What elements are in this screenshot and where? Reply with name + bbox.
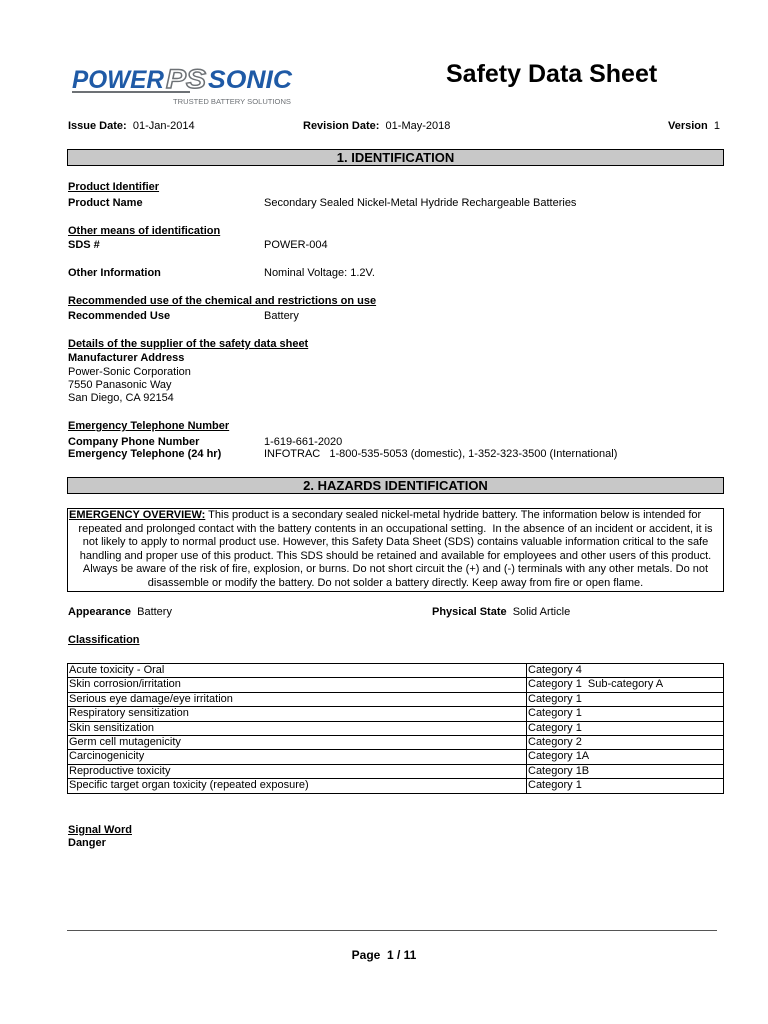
category-cell: Category 1 — [527, 692, 724, 706]
overview-line-1 — [69, 509, 722, 523]
category-cell: Category 1 Sub-category A — [527, 678, 724, 692]
power-sonic-logo — [70, 62, 295, 108]
overview-line-5: Always be aware of the risk of fire, explosion, or burns. Do not short circuit the (+) and (-) terminals with any other metals. Do not — [82, 563, 709, 576]
hazard-cell: Reproductive toxicity — [68, 764, 527, 778]
recommended-use-heading: Recommended use of the chemical and restrictions on use — [68, 295, 377, 307]
section-2-heading: 2. HAZARDS IDENTIFICATION — [67, 477, 724, 494]
hazard-cell: Skin sensitization — [68, 721, 527, 735]
emergency-overview-box — [67, 508, 724, 592]
table-row — [68, 735, 724, 749]
hazard-cell: Serious eye damage/eye irritation — [68, 692, 527, 706]
address-line-2: 7550 Panasonic Way — [68, 379, 172, 391]
overview-line-1-text: This product is a secondary sealed nickel-metal hydride battery. The information below is intended for — [205, 509, 702, 521]
hazard-cell: Respiratory sensitization — [68, 707, 527, 721]
table-row — [68, 779, 724, 793]
product-name-value: Secondary Sealed Nickel-Metal Hydride Rechargeable Batteries — [264, 197, 577, 209]
hazard-cell: Skin corrosion/irritation — [68, 678, 527, 692]
table-row — [68, 707, 724, 721]
emergency-phone-label: Emergency Telephone (24 hr) — [68, 448, 222, 460]
table-row — [68, 664, 724, 678]
table-row — [68, 678, 724, 692]
table-row — [68, 721, 724, 735]
emergency-phone-heading: Emergency Telephone Number — [68, 420, 230, 432]
recommended-use-value: Battery — [264, 310, 299, 322]
logo-brand-right: SONIC — [208, 66, 293, 94]
physical-state — [432, 606, 570, 618]
logo-brand-left: POWER — [72, 66, 164, 94]
hazard-cell: Carcinogenicity — [68, 750, 527, 764]
revision-date — [303, 120, 450, 132]
other-info-label: Other Information — [68, 267, 161, 279]
version-label: Version — [668, 120, 708, 132]
sds-number-value: POWER-004 — [264, 239, 328, 251]
manufacturer-address-label: Manufacturer Address — [68, 352, 185, 364]
category-cell: Category 4 — [527, 664, 724, 678]
company-phone-label: Company Phone Number — [68, 436, 200, 448]
supplier-details-heading: Details of the supplier of the safety data sheet — [68, 338, 309, 350]
issue-date — [68, 120, 195, 132]
footer-divider — [67, 930, 717, 931]
category-cell: Category 1B — [527, 764, 724, 778]
category-cell: Category 1 — [527, 707, 724, 721]
appearance-label: Appearance — [68, 606, 131, 618]
product-identifier-heading: Product Identifier — [68, 181, 160, 193]
revision-date-label: Revision Date: — [303, 120, 380, 132]
signal-word-value: Danger — [68, 837, 106, 849]
page-number: Page 1 / 11 — [351, 948, 417, 962]
overview-line-3: not likely to apply to normal product use. However, this Safety Data Sheet (SDS) contains valuable information critical to the safe — [82, 536, 709, 549]
appearance — [68, 606, 172, 618]
table-row — [68, 750, 724, 764]
category-cell: Category 1A — [527, 750, 724, 764]
sds-number-label: SDS # — [68, 239, 100, 251]
table-row — [68, 764, 724, 778]
category-cell: Category 2 — [527, 735, 724, 749]
address-line-1: Power-Sonic Corporation — [68, 366, 191, 378]
overview-line-2: repeated and prolonged contact with the battery contents in an occupational setting. In the absence of an incident or accident, it is — [78, 522, 713, 535]
table-row — [68, 692, 724, 706]
issue-date-value: 01-Jan-2014 — [132, 120, 195, 132]
version-value: 1 — [713, 120, 720, 132]
classification-table — [67, 663, 724, 794]
logo-brand-mid: PS — [166, 64, 206, 94]
issue-date-label: Issue Date: — [68, 120, 127, 132]
other-means-heading: Other means of identification — [68, 225, 221, 237]
emergency-phone-value: INFOTRAC 1-800-535-5053 (domestic), 1-352-323-3500 (International) — [264, 448, 618, 460]
address-line-3: San Diego, CA 92154 — [68, 392, 174, 404]
overview-label: EMERGENCY OVERVIEW: — [69, 509, 206, 521]
overview-line-4: handling and proper use of this product. This SDS should be retained and available for employees and other users of this product. — [79, 549, 712, 562]
company-phone-value: 1-619-661-2020 — [264, 436, 343, 448]
overview-line-6: disassemble or modify the battery. Do not solder a battery directly. Keep away from fire or open flame. — [147, 576, 644, 589]
physical-state-label: Physical State — [432, 606, 507, 618]
appearance-value: Battery — [137, 606, 172, 618]
physical-state-value: Solid Article — [512, 606, 571, 618]
document-title: Safety Data Sheet — [446, 60, 658, 88]
logo-tagline: TRUSTED BATTERY SOLUTIONS — [173, 99, 292, 106]
hazard-cell: Specific target organ toxicity (repeated exposure) — [68, 779, 527, 793]
version — [668, 120, 720, 132]
category-cell: Category 1 — [527, 779, 724, 793]
product-name-label: Product Name — [68, 197, 143, 209]
other-info-value: Nominal Voltage: 1.2V. — [264, 267, 375, 279]
revision-date-value: 01-May-2018 — [385, 120, 451, 132]
recommended-use-label: Recommended Use — [68, 310, 171, 322]
section-1-heading: 1. IDENTIFICATION — [67, 149, 724, 166]
signal-word-heading: Signal Word — [68, 824, 132, 836]
classification-heading: Classification — [68, 634, 140, 646]
hazard-cell: Germ cell mutagenicity — [68, 735, 527, 749]
category-cell: Category 1 — [527, 721, 724, 735]
hazard-cell: Acute toxicity - Oral — [68, 664, 527, 678]
